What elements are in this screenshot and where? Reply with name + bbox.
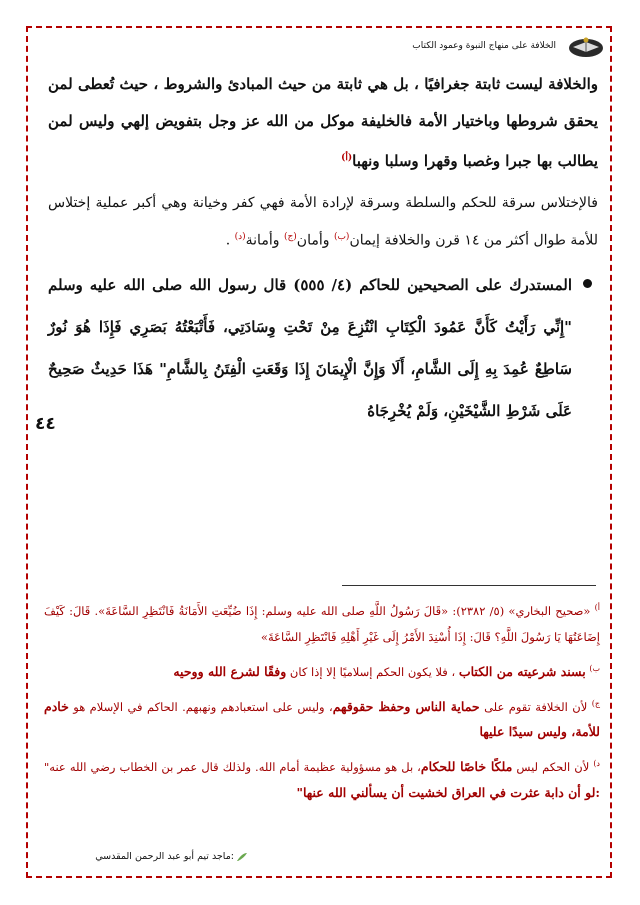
book-icon: [568, 34, 604, 58]
footnote-ref-b[interactable]: (ب): [333, 232, 350, 242]
footnote-mark: ج): [591, 698, 601, 708]
footnote-bold: وفقًا لشرع الله ووحيه: [173, 663, 287, 679]
footnote-text: ، بل هو مسؤولية عظيمة أمام الله. ولذلك قال عمر بن الخطاب رضي الله عنه": [44, 760, 421, 775]
paragraph-2: [48, 186, 598, 258]
footnote-a: [44, 595, 600, 650]
footnote-divider: [342, 585, 596, 586]
header-title: الخلافة على منهاج النبوة وعمود الكتاب: [412, 41, 556, 51]
main-content: [48, 66, 598, 432]
footnote-j: [44, 691, 600, 746]
bullet-text: [48, 264, 572, 432]
footnote-mark: أ): [594, 603, 600, 612]
footnote-bold: حماية الناس وحفظ حقوقهم: [332, 698, 480, 714]
footnote-ref-d[interactable]: (د): [234, 232, 246, 242]
quill-icon: [236, 852, 248, 862]
footnote-mark: د): [593, 759, 600, 769]
author-signature: :ماجد تيم أبو عبد الرحمن المقدسي: [95, 851, 234, 862]
footnote-bold: خادم للأمة، وليس سيدًا عليها: [44, 698, 600, 740]
footnote-text: لأن الحكم ليس: [512, 760, 590, 775]
paragraph-2-aman: وأمان: [296, 232, 334, 249]
footnote-bold: بسند شرعيته من الكتاب: [458, 663, 586, 679]
footnotes: [44, 595, 600, 812]
footnote-ref-a[interactable]: (أ): [341, 153, 353, 163]
bullet-intro: المستدرك على الصحيحين للحاكم (٤/ ٥٥٥) قال رسول الله صلى الله عليه وسلم: [48, 275, 572, 294]
bullet-dot-icon: [583, 279, 592, 288]
footnote-mark: ب): [589, 663, 600, 673]
bullet-item: [48, 264, 598, 432]
footnote-text: ، فلا يكون الحكم إسلاميًا إلا إذا كان: [286, 664, 459, 679]
paragraph-2-text: فالإختلاس سرقة للحكم والسلطة وسرقة لإرادة الأمة فهي كفر وخيانة وهي أكبر عملية إختلاس للأمة طوال أكثر من ١٤ قرن والخلافة إيمان: [48, 195, 598, 249]
footnote-text: ، وليس على استعبادهم ونهبهم. الحاكم في الإسلام هو: [68, 699, 333, 714]
paragraph-1-text: والخلافة ليست ثابتة جغرافيًا ، بل هي ثابتة من حيث المبادئ والشروط ، حيث تُعطى لمن يحقق شروطها وباختيار الأمة فالخليفة موكل من الله عز وجل بتفويض إلهي وليس لمن يطالب بها جبرا وغصبا وقهرا وسلبا ونهبا: [48, 75, 598, 170]
hadith-quote: "إِنِّي رَأَيْتُ كَأَنَّ عَمُودَ الْكِتَابِ انْتُزِعَ مِنْ تَحْتِ وِسَادَتِي، فَأَتْبَعْتُهُ بَصَرِي فَإِذَا هُوَ نُورٌ سَاطِعٌ عُمِدَ بِهِ إِلَى الشَّامِ، أَلَا وَإِنَّ الْإِيمَانَ إِذَا وَقَعَتِ الْفِتَنُ بِالشَّامِ" هَذَا حَدِيثٌ صَحِيحٌ عَلَى شَرْطِ الشَّيْخَيْنِ، وَلَمْ يُخْرِجَاهُ: [48, 317, 572, 420]
footnote-text: لأن الخلافة تقوم على: [479, 699, 588, 714]
footnote-text: «صحيح البخاري» (٥/ ٢٣٨٢): «قَالَ رَسُولُ اللَّهِ صلى الله عليه وسلم: إِذَا ضُيِّعَتِ الأَمَانَةُ فَانْتَظِرِ السَّاعَةَ». قَالَ: كَيْفَ إِضَاعَتُهَا يَا رَسُولَ اللَّهِ؟ قَالَ: إِذَا أُسْنِدَ الأَمْرُ إِلَى غَيْرِ أَهْلِهِ فَانْتَظِرِ السَّاعَةَ»: [44, 603, 600, 644]
footnote-bold: ملكًا خاصًا للحكام: [420, 759, 513, 775]
paragraph-1: [48, 66, 598, 180]
paragraph-2-end: .: [225, 232, 235, 249]
footnote-b: [44, 656, 600, 685]
footnote-d: [44, 751, 600, 806]
footnote-bold: :لو أن دابة عثرت في العراق لخشيت أن يسألني الله عنها": [296, 785, 600, 801]
paragraph-2-amana: وأمانة: [245, 232, 284, 249]
footnote-ref-j[interactable]: (ج): [283, 232, 297, 242]
page-number: ٤٤: [35, 414, 56, 434]
